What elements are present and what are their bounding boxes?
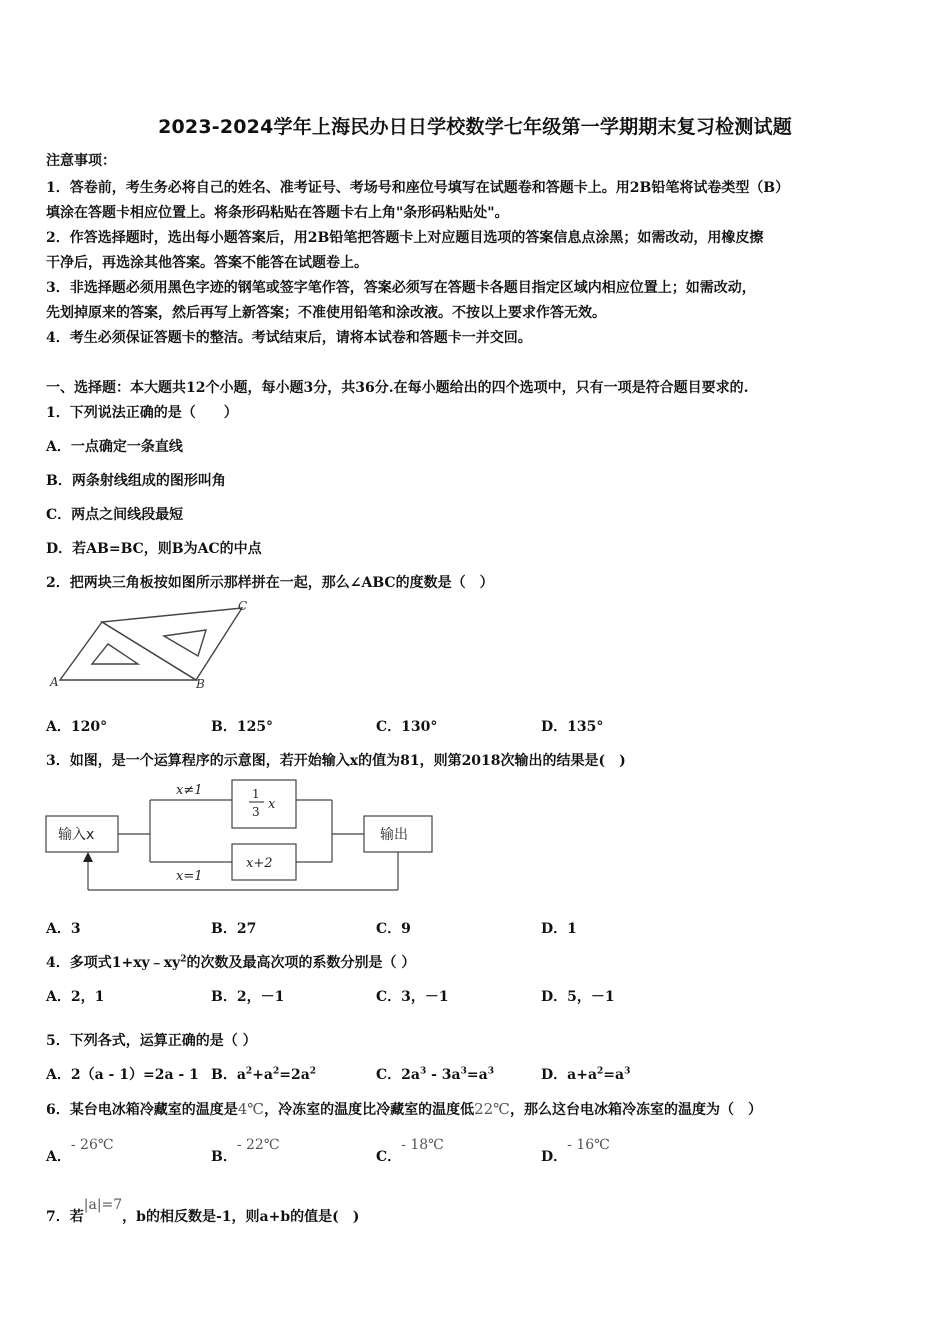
notice-line: 2．作答选择题时，选出每小题答案后，用2B铅笔把答题卡上对应题目选项的答案信息点涂黑；如需改动，用橡皮擦 — [46, 230, 764, 246]
flow-condition-top: x≠1 — [176, 783, 203, 798]
q6-option-b[interactable]: B．- 22℃ — [211, 1137, 280, 1165]
label-b: B — [196, 677, 205, 691]
flow-op-variable: x — [268, 797, 276, 812]
q6-temp-diff: 22℃ — [474, 1100, 510, 1118]
q2-option-a[interactable]: A．120° — [46, 719, 108, 735]
notice-line: 4．考生必须保证答题卡的整洁。考试结束后，请将本试卷和答题卡一并交回。 — [46, 330, 532, 346]
q5-option-d[interactable]: D．$a+a^2=a^3$ — [541, 1066, 631, 1083]
notice-line: 先划掉原来的答案，然后再写上新答案；不准使用铅笔和涂改液。不按以上要求作答无效。 — [46, 305, 606, 321]
q5-options — [46, 1064, 906, 1084]
q3-option-d[interactable]: D．1 — [541, 921, 577, 937]
notice-heading: 注意事项： — [46, 153, 116, 169]
q1-option-a[interactable]: A．一点确定一条直线 — [46, 439, 183, 455]
q2-triangle-figure — [46, 600, 256, 692]
q3-flowchart — [44, 776, 436, 896]
q3-stem: 3．如图，是一个运算程序的示意图，若开始输入x的值为81，则第2018次输出的结果是( ) — [46, 753, 626, 769]
q7-stem: 7．若|a|=7，b的相反数是-1，则a+b的值是( ) — [46, 1197, 360, 1225]
q5-option-b[interactable]: B．$a^2+a^2=2a^2$ — [211, 1066, 317, 1083]
q4-stem: 4．多项式$1+xy﹣xy^2$的次数及最高次项的系数分别是（ ） — [46, 954, 416, 971]
q4-option-b[interactable]: B．2，－1 — [211, 989, 285, 1005]
q6-stem: 6．某台电冰箱冷藏室的温度是4℃，冷冻室的温度比冷藏室的温度低22℃，那么这台电冰箱冷冻室的温度为（ ） — [46, 1100, 762, 1118]
notice-line: 3．非选择题必须用黑色字迹的钢笔或签字笔作答，答案必须写在答题卡各题目指定区域内相应位置上；如需改动， — [46, 280, 756, 296]
flow-op-numerator: 1 — [252, 787, 260, 801]
q3-option-b[interactable]: B．27 — [211, 921, 257, 937]
q4-option-d[interactable]: D．5，－1 — [541, 989, 615, 1005]
q3-option-c[interactable]: C．9 — [376, 921, 411, 937]
q4-option-a[interactable]: A．2，1 — [46, 989, 105, 1005]
q6-options — [46, 1137, 906, 1166]
q4-option-c[interactable]: C．3，－1 — [376, 989, 449, 1005]
q1-stem: 1．下列说法正确的是（ ） — [46, 405, 238, 421]
q6-temp-fridge: 4℃ — [237, 1100, 265, 1118]
q1-option-c[interactable]: C．两点之间线段最短 — [46, 507, 184, 523]
flow-output-box: 输出 — [380, 827, 408, 843]
q3-options — [46, 918, 906, 938]
q5-option-c[interactable]: C．$2a^3 - 3a^3=a^3$ — [376, 1066, 494, 1083]
flow-condition-bottom: x=1 — [176, 869, 203, 884]
q5-option-a[interactable]: A．2（a - 1）=2a - 1 — [46, 1067, 199, 1083]
q5-stem: 5．下列各式，运算正确的是（ ） — [46, 1033, 257, 1049]
notice-line: 1．答卷前，考生务必将自己的姓名、准考证号、考场号和座位号填写在试题卷和答题卡上。用2B铅笔将试卷类型（B） — [46, 180, 790, 196]
q4-options — [46, 986, 906, 1006]
q2-stem: 2．把两块三角板按如图所示那样拼在一起，那么∠ABC的度数是（ ） — [46, 575, 494, 591]
notice-line: 干净后，再选涂其他答案。答案不能答在试题卷上。 — [46, 255, 368, 271]
q6-option-c[interactable]: C．- 18℃ — [376, 1137, 444, 1165]
q7-abs-expression: |a|=7 — [83, 1197, 123, 1213]
q2-option-c[interactable]: C．130° — [376, 719, 438, 735]
q6-option-d[interactable]: D．- 16℃ — [541, 1137, 610, 1165]
exam-title: 2023-2024学年上海民办日日学校数学七年级第一学期期末复习检测试题 — [158, 116, 792, 138]
q6-option-a[interactable]: A．- 26℃ — [46, 1137, 114, 1165]
flow-input-box: 输入x — [58, 827, 95, 843]
q2-option-b[interactable]: B．125° — [211, 719, 274, 735]
q1-option-d[interactable]: D．若AB=BC，则B为AC的中点 — [46, 541, 262, 557]
q2-option-d[interactable]: D．135° — [541, 719, 604, 735]
notice-line: 填涂在答题卡相应位置上。将条形码粘贴在答题卡右上角"条形码粘贴处"。 — [46, 205, 509, 221]
q2-options — [46, 716, 906, 736]
flow-op-denominator: 3 — [252, 805, 260, 819]
q3-option-a[interactable]: A．3 — [46, 921, 81, 937]
label-c: C — [238, 600, 248, 613]
q1-option-b[interactable]: B．两条射线组成的图形叫角 — [46, 473, 226, 489]
label-a: A — [50, 675, 59, 689]
section-heading: 一、选择题：本大题共12个小题，每小题3分，共36分.在每小题给出的四个选项中，只有一项是符合题目要求的. — [46, 380, 749, 396]
flow-op-bottom: x+2 — [246, 856, 273, 871]
